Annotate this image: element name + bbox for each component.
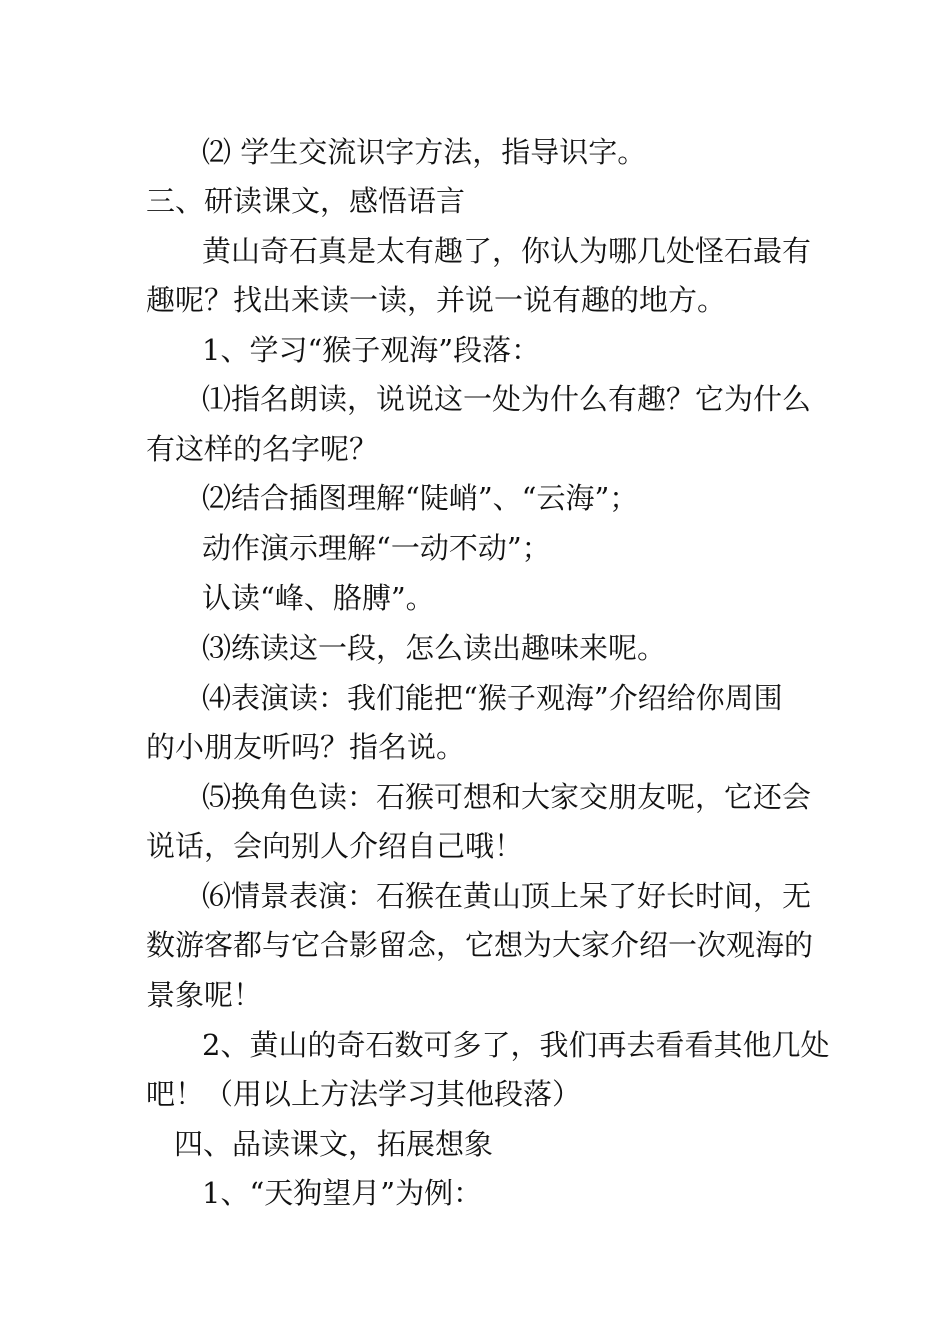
text-line: ⑴指名朗读，说说这一处为什么有趣？它为什么 bbox=[202, 382, 812, 416]
section-heading: 四、品读课文，拓展想象 bbox=[174, 1127, 494, 1161]
text-line: 趣呢？找出来读一读，并说一说有趣的地方。 bbox=[146, 283, 727, 317]
text-line: 景象呢！ bbox=[146, 978, 263, 1012]
text-line: 动作演示理解“一动不动”； bbox=[202, 531, 551, 565]
text-line: ⑶练读这一段，怎么读出趣味来呢。 bbox=[202, 631, 667, 665]
text-line: 黄山奇石真是太有趣了，你认为哪几处怪石最有 bbox=[202, 234, 812, 268]
text-line: ⑸换角色读：石猴可想和大家交朋友呢，它还会 bbox=[202, 780, 812, 814]
text-line: ⑹情景表演：石猴在黄山顶上呆了好长时间，无 bbox=[202, 879, 812, 913]
text-line: ⑷表演读：我们能把“猴子观海”介绍给你周围 bbox=[202, 681, 783, 715]
subsection-heading: 2、黄山的奇石数可多了，我们再去看看其他几处 bbox=[202, 1028, 830, 1062]
text-line: 认读“峰、胳膊”。 bbox=[202, 581, 435, 615]
text-line: 数游客都与它合影留念，它想为大家介绍一次观海的 bbox=[146, 928, 814, 962]
subsection-heading: 1、“天狗望月”为例： bbox=[202, 1176, 483, 1210]
text-line: 吧！（用以上方法学习其他段落） bbox=[146, 1077, 582, 1111]
text-line: 有这样的名字呢？ bbox=[146, 432, 379, 466]
subsection-heading: 1、学习“猴子观海”段落： bbox=[202, 333, 541, 367]
text-line: 的小朋友听吗？指名说。 bbox=[146, 730, 466, 764]
section-heading: 三、研读课文，感悟语言 bbox=[146, 184, 466, 218]
text-line: ⑵结合插图理解“陡峭”、“云海”； bbox=[202, 481, 639, 515]
text-line: 说话，会向别人介绍自己哦！ bbox=[146, 829, 524, 863]
text-line: ⑵ 学生交流识字方法，指导识字。 bbox=[202, 135, 647, 169]
